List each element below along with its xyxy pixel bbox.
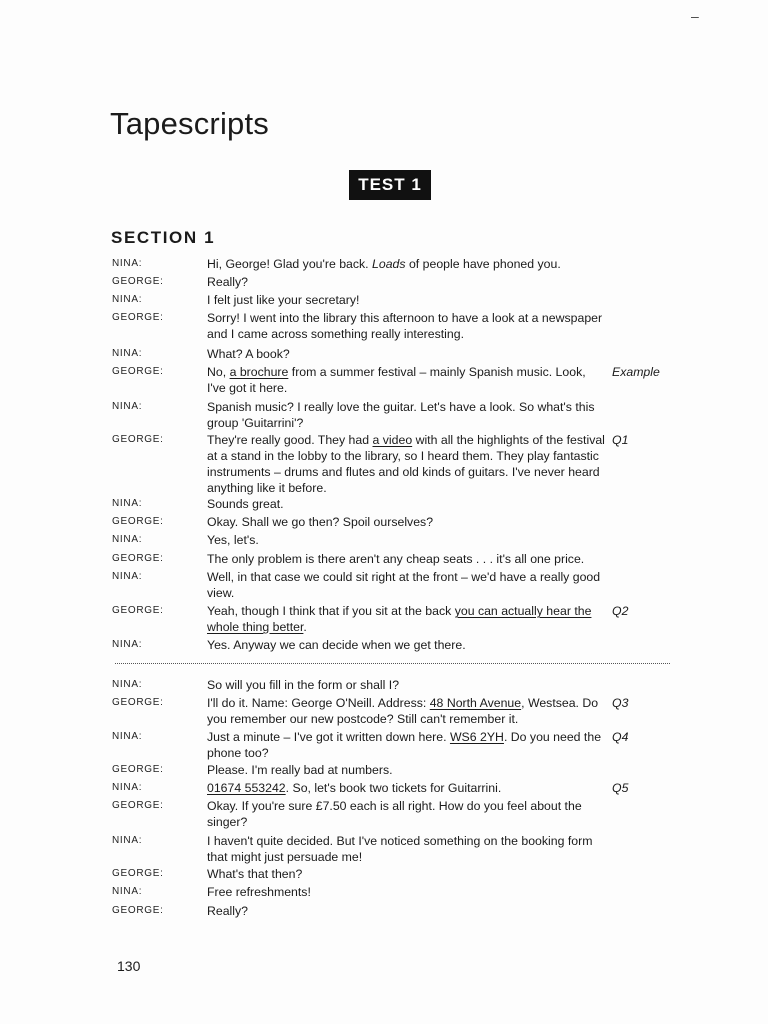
text-segment: Sounds great. xyxy=(207,497,284,511)
question-marker: Q4 xyxy=(612,730,629,744)
dialogue-text xyxy=(207,399,607,431)
dialogue-text xyxy=(207,514,607,530)
emphasis-text: Loads xyxy=(372,257,406,271)
speaker-label: NINA: xyxy=(112,835,143,846)
test-badge: TEST 1 xyxy=(349,170,431,200)
text-segment: Well, in that case we could sit right at the front – we'd have a really good view. xyxy=(207,570,601,600)
answer-underline: 01674 553242 xyxy=(207,781,286,795)
dialogue-text xyxy=(207,903,607,919)
speaker-label: GEORGE: xyxy=(112,553,164,564)
page-title: Tapescripts xyxy=(110,106,269,141)
text-segment: Just a minute – I've got it written down here. xyxy=(207,730,450,744)
speaker-label: GEORGE: xyxy=(112,276,164,287)
page-number: 130 xyxy=(117,958,141,974)
dialogue-text xyxy=(207,569,607,601)
speaker-label: NINA: xyxy=(112,679,143,690)
dialogue-text xyxy=(207,695,607,727)
dialogue-text xyxy=(207,364,607,396)
speaker-label: GEORGE: xyxy=(112,434,164,445)
speaker-label: NINA: xyxy=(112,294,143,305)
answer-underline: a video xyxy=(372,433,413,447)
text-segment: Yes. Anyway we can decide when we get there. xyxy=(207,638,466,652)
dialogue-text xyxy=(207,833,607,865)
text-segment: Really? xyxy=(207,275,249,289)
dialogue-text xyxy=(207,532,607,548)
dialogue-text xyxy=(207,677,607,693)
speaker-label: GEORGE: xyxy=(112,905,164,916)
speaker-label: NINA: xyxy=(112,401,143,412)
text-segment: Yes, let's. xyxy=(207,533,259,547)
text-segment: . xyxy=(303,620,307,634)
question-marker: Q2 xyxy=(612,604,629,618)
text-segment: The only problem is there aren't any cheap seats . . . it's all one price. xyxy=(207,552,585,566)
text-segment: So will you fill in the form or shall I? xyxy=(207,678,400,692)
text-segment: Yeah, though I think that if you sit at the back xyxy=(207,604,455,618)
dialogue-text xyxy=(207,432,607,496)
text-segment: from a summer festival – mainly Spanish music. Look, I've got it here. xyxy=(207,365,586,395)
speaker-label: GEORGE: xyxy=(112,697,164,708)
answer-underline: WS6 2YH xyxy=(449,730,504,744)
text-segment: Free refreshments! xyxy=(207,885,311,899)
dialogue-text xyxy=(207,256,607,272)
speaker-label: NINA: xyxy=(112,534,143,545)
speaker-label: GEORGE: xyxy=(112,764,164,775)
text-segment: What? A book? xyxy=(207,347,290,361)
speaker-label: NINA: xyxy=(112,498,143,509)
text-segment: . Do you need the phone too? xyxy=(207,730,602,760)
text-segment: Please. I'm really bad at numbers. xyxy=(207,763,393,777)
dialogue-text xyxy=(207,292,607,308)
text-segment: with all the highlights of the festival at a stand in the lobby to the library, so I heard them. They play fantastic instruments – drums and flutes and old kinds of guitars. I've never heard anything like it before. xyxy=(207,433,605,495)
text-segment: Sorry! I went into the library this afternoon to have a look at a newspaper and I came across something really interesting. xyxy=(207,311,603,341)
answer-underline: 48 North Avenue xyxy=(429,696,522,710)
dialogue-text xyxy=(207,780,607,796)
dialogue-text xyxy=(207,884,607,900)
dialogue-text xyxy=(207,637,607,653)
speaker-label: GEORGE: xyxy=(112,516,164,527)
text-segment: Okay. If you're sure £7.50 each is all right. How do you feel about the singer? xyxy=(207,799,582,829)
speaker-label: GEORGE: xyxy=(112,605,164,616)
speaker-label: GEORGE: xyxy=(112,366,164,377)
answer-underline: you can actually hear the whole thing better xyxy=(207,604,592,634)
section-heading: SECTION 1 xyxy=(111,228,216,247)
question-marker: Q5 xyxy=(612,781,629,795)
dialogue-text xyxy=(207,310,607,342)
speaker-label: NINA: xyxy=(112,639,143,650)
text-segment: . So, let's book two tickets for Guitarrini. xyxy=(285,781,502,795)
text-segment: Really? xyxy=(207,904,249,918)
corner-mark: – xyxy=(691,8,699,24)
section-divider xyxy=(115,663,670,664)
speaker-label: NINA: xyxy=(112,782,143,793)
speaker-label: NINA: xyxy=(112,731,143,742)
text-segment: They're really good. They had xyxy=(207,433,373,447)
text-segment: I felt just like your secretary! xyxy=(207,293,360,307)
speaker-label: NINA: xyxy=(112,348,143,359)
text-segment: I'll do it. Name: George O'Neill. Address: xyxy=(207,696,430,710)
dialogue-text xyxy=(207,496,607,512)
speaker-label: NINA: xyxy=(112,886,143,897)
question-marker: Example xyxy=(612,365,660,379)
dialogue-text xyxy=(207,346,607,362)
text-segment: Spanish music? I really love the guitar. Let's have a look. So what's this group 'Guitarrini'? xyxy=(207,400,595,430)
text-segment: , Westsea. Do you remember our new postcode? Still can't remember it. xyxy=(207,696,599,726)
dialogue-text xyxy=(207,274,607,290)
speaker-label: NINA: xyxy=(112,258,143,269)
dialogue-text xyxy=(207,729,607,761)
dialogue-text xyxy=(207,866,607,882)
speaker-label: NINA: xyxy=(112,571,143,582)
text-segment: Hi, George! Glad you're back. xyxy=(207,257,373,271)
question-marker: Q1 xyxy=(612,433,629,447)
text-segment: What's that then? xyxy=(207,867,303,881)
speaker-label: GEORGE: xyxy=(112,868,164,879)
text-segment: No, xyxy=(207,365,230,379)
speaker-label: GEORGE: xyxy=(112,800,164,811)
answer-underline: a brochure xyxy=(229,365,289,379)
text-segment: I haven't quite decided. But I've noticed something on the booking form that might just persuade me! xyxy=(207,834,593,864)
text-segment: of people have phoned you. xyxy=(405,257,561,271)
dialogue-text xyxy=(207,551,607,567)
text-segment: Okay. Shall we go then? Spoil ourselves? xyxy=(207,515,434,529)
dialogue-text xyxy=(207,798,607,830)
dialogue-text xyxy=(207,762,607,778)
question-marker: Q3 xyxy=(612,696,629,710)
speaker-label: GEORGE: xyxy=(112,312,164,323)
dialogue-text xyxy=(207,603,607,635)
